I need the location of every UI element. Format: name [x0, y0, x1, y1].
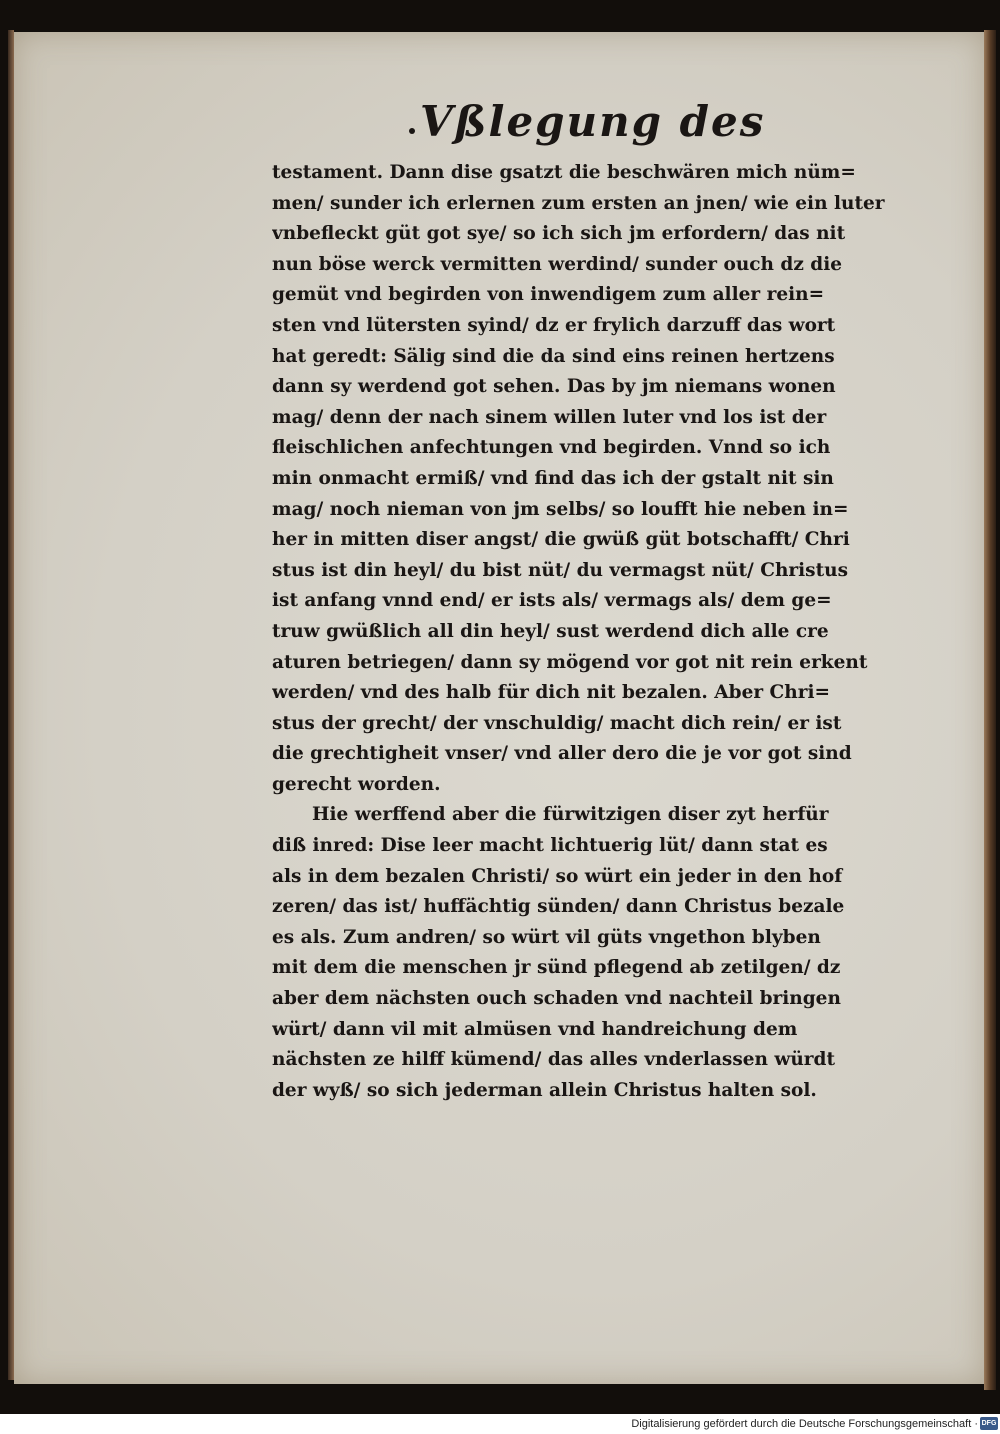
text-line: mag/ denn der nach sinem willen luter vnd los ist der [272, 406, 827, 428]
body-text [272, 158, 952, 1106]
text-line: hat geredt: Sälig sind die da sind eins reinen hertzens [272, 345, 835, 367]
text-line: stus ist din heyl/ du bist nüt/ du vermagst nüt/ Christus [272, 559, 848, 581]
page-right-edge [984, 30, 996, 1390]
text-line: zeren/ das ist/ huffächtig sünden/ dann Christus bezale [272, 896, 845, 918]
heading-dot [409, 128, 415, 134]
footer-bar [0, 1414, 1000, 1434]
text-line: fleischlichen anfechtungen vnd begirden. Vnnd so ich [272, 437, 831, 459]
funding-credit: Digitalisierung gefördert durch die Deutsche Forschungsgemeinschaft · [631, 1418, 978, 1430]
text-line: vnbefleckt güt got sye/ so ich sich jm erfordern/ das nit [272, 223, 846, 245]
text-line: werden/ vnd des halb für dich nit bezalen. Aber Chri= [272, 682, 830, 704]
text-line: gerecht worden. [272, 773, 441, 795]
text-line: truw gwüßlich all din heyl/ sust werdend dich alle cre [272, 620, 829, 642]
text-line: aturen betriegen/ dann sy mögend vor got nit rein erkent [272, 651, 868, 673]
text-line: stus der grecht/ der vnschuldig/ macht dich rein/ er ist [272, 712, 842, 734]
text-line: nun böse werck vermitten werdind/ sunder ouch dz die [272, 253, 843, 275]
text-line: der wyß/ so sich jederman allein Christus halten sol. [272, 1079, 817, 1101]
text-line: würt/ dann vil mit almüsen vnd handreichung dem [272, 1018, 798, 1040]
text-line: mit dem die menschen jr sünd pflegend ab zetilgen/ dz [272, 957, 841, 979]
text-line: als in dem bezalen Christi/ so würt ein jeder in den hof [272, 865, 843, 887]
text-line: sten vnd lütersten syind/ dz er frylich darzuff das wort [272, 314, 836, 336]
text-line: gemüt vnd begirden von inwendigem zum aller rein= [272, 284, 825, 306]
text-line: mag/ noch nieman von jm selbs/ so loufft hie neben in= [272, 498, 849, 520]
running-heading: Vßlegung des [420, 97, 766, 146]
paragraph-start-line: Hie werffend aber die fürwitzigen diser zyt herfür [312, 804, 829, 826]
dfg-logo-icon: DFG [980, 1417, 998, 1430]
text-line: aber dem nächsten ouch schaden vnd nachteil bringen [272, 988, 841, 1010]
text-line: nächsten ze hilff kümend/ das alles vnderlassen würdt [272, 1049, 836, 1071]
text-line: min onmacht ermiß/ vnd find das ich der gstalt nit sin [272, 467, 834, 489]
text-line: es als. Zum andren/ so würt vil güts vngethon blyben [272, 926, 821, 948]
text-line: diß inred: Dise leer macht lichtuerig lüt/ dann stat es [272, 835, 828, 857]
text-line: ist anfang vnnd end/ er ists als/ vermags als/ dem ge= [272, 590, 832, 612]
text-line: testament. Dann dise gsatzt die beschwären mich nüm= [272, 162, 856, 183]
text-line: die grechtigheit vnser/ vnd aller dero die je vor got sind [272, 743, 852, 765]
text-line: her in mitten diser angst/ die gwüß güt botschafft/ Chri [272, 529, 850, 551]
text-line: dann sy werdend got sehen. Das by jm niemans wonen [272, 376, 836, 398]
text-line: men/ sunder ich erlernen zum ersten an jnen/ wie ein luter [272, 192, 885, 214]
